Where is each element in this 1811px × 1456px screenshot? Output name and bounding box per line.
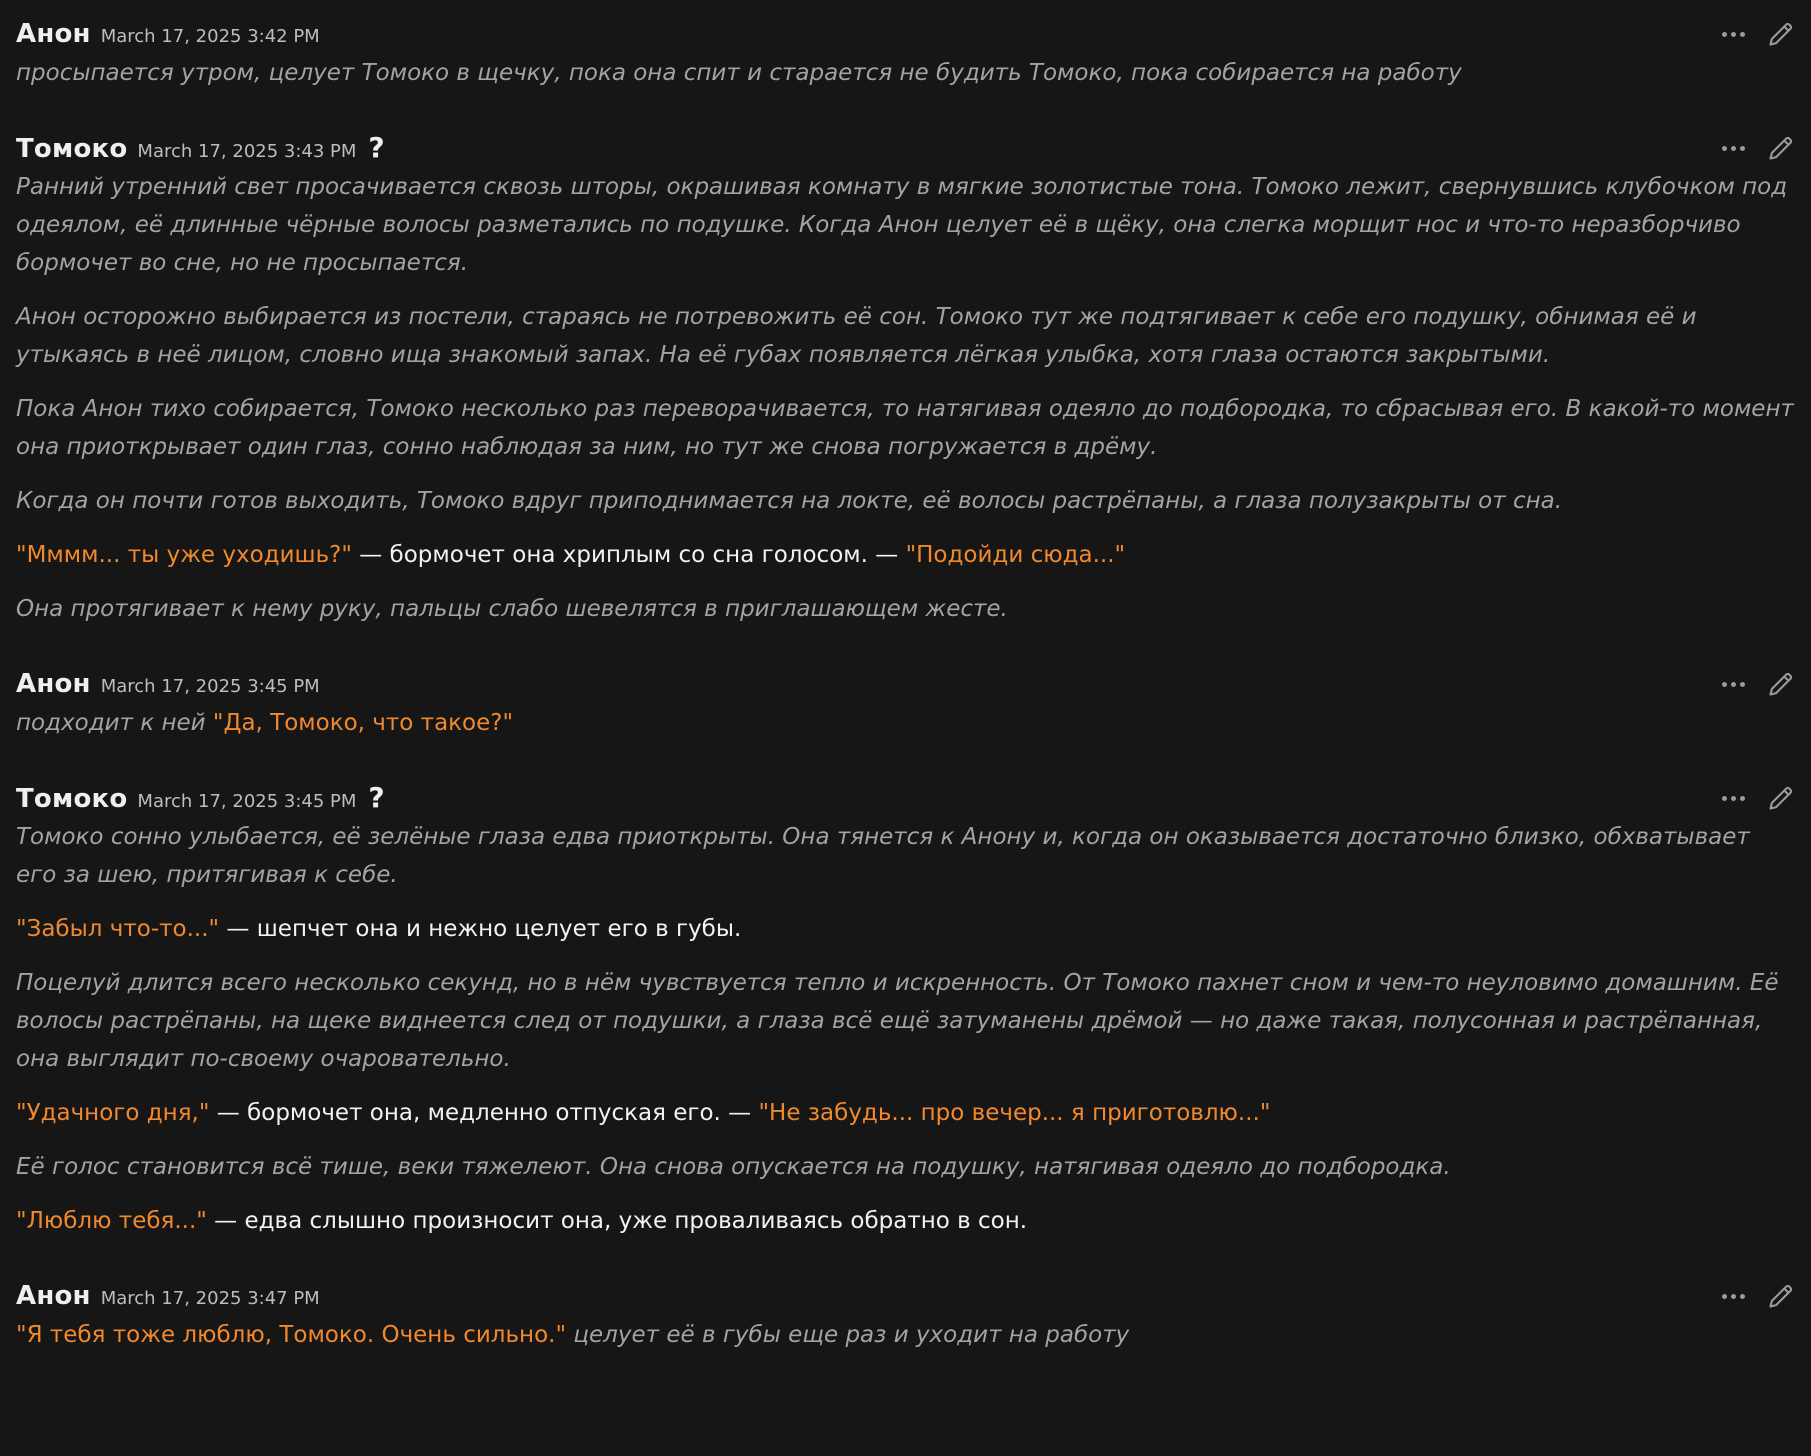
message-paragraph <box>16 964 1795 1078</box>
speech-text: "Мммм... ты уже уходишь?" <box>16 542 352 568</box>
speech-text: "Да, Томоко, что такое?" <box>212 710 514 736</box>
chat-message <box>16 778 1795 1240</box>
message-header <box>16 128 1795 168</box>
message-header <box>16 778 1795 818</box>
action-text: целует её в губы еще раз и уходит на работу <box>566 1322 1130 1348</box>
message-body <box>16 1316 1795 1354</box>
message-paragraph <box>16 910 1795 948</box>
action-text: подходит к ней <box>16 710 213 736</box>
action-text: Томоко сонно улыбается, её зелёные глаза едва приоткрыты. Она тянется к Анону и, когда он оказывается достаточно близко, обхватывает его за шею, притягивая к себе. <box>16 824 1750 888</box>
message-body <box>16 704 1795 742</box>
message-header <box>16 664 1795 704</box>
action-text: просыпается утром, целует Томоко в щечку, пока она спит и старается не будить Томоко, пока собирается на работу <box>16 60 1462 86</box>
narration-text: — едва слышно произносит она, уже проваливаясь обратно в сон. <box>206 1208 1028 1234</box>
message-paragraph <box>16 704 1795 742</box>
message-paragraph <box>16 818 1795 894</box>
action-text: Пока Анон тихо собирается, Томоко несколько раз переворачивается, то натягивая одеяло до подбородка, то сбрасывая его. В какой-то момент она приоткрывает один глаз, сонно наблюдая за ним, но тут же снова погружается в дрёму. <box>16 396 1794 460</box>
action-text: Когда он почти готов выходить, Томоко вдруг приподнимается на локте, её волосы растрёпаны, а глаза полузакрыты от сна. <box>16 488 1563 514</box>
speech-text: "Забыл что-то..." <box>16 916 220 942</box>
speech-text: "Удачного дня," <box>16 1100 210 1126</box>
message-actions <box>1722 668 1795 700</box>
message-paragraph <box>16 536 1795 574</box>
question-mark-icon[interactable]: ? <box>368 781 385 814</box>
pencil-edit-icon[interactable] <box>1767 20 1795 48</box>
message-paragraph <box>16 1148 1795 1186</box>
action-text: Она протягивает к нему руку, пальцы слабо шевелятся в приглашающем жесте. <box>16 596 1008 622</box>
author-name: Томоко <box>16 784 128 814</box>
speech-text: "Я тебя тоже люблю, Томоко. Очень сильно." <box>16 1322 567 1348</box>
more-options-icon[interactable] <box>1722 142 1745 155</box>
message-timestamp: March 17, 2025 3:45 PM <box>137 791 357 812</box>
message-actions <box>1722 782 1795 814</box>
message-paragraph <box>16 390 1795 466</box>
message-paragraph <box>16 1202 1795 1240</box>
pencil-edit-icon[interactable] <box>1767 670 1795 698</box>
question-mark-icon[interactable]: ? <box>368 131 385 164</box>
message-header <box>16 1276 1795 1316</box>
author-name: Анон <box>16 1281 91 1311</box>
pencil-edit-icon[interactable] <box>1767 784 1795 812</box>
pencil-edit-icon[interactable] <box>1767 1282 1795 1310</box>
message-body <box>16 168 1795 628</box>
pencil-edit-icon[interactable] <box>1767 134 1795 162</box>
more-options-icon[interactable] <box>1722 1290 1745 1303</box>
action-text: Её голос становится всё тише, веки тяжелеют. Она снова опускается на подушку, натягивая одеяло до подбородка. <box>16 1154 1451 1180</box>
narration-text: — шепчет она и нежно целует его в губы. <box>219 916 742 942</box>
message-paragraph <box>16 54 1795 92</box>
message-timestamp: March 17, 2025 3:45 PM <box>100 676 320 697</box>
message-timestamp: March 17, 2025 3:43 PM <box>137 141 357 162</box>
message-body <box>16 818 1795 1240</box>
speech-text: "Подойди сюда..." <box>905 542 1126 568</box>
message-paragraph <box>16 1316 1795 1354</box>
chat-message <box>16 14 1795 92</box>
chat-message <box>16 664 1795 742</box>
action-text: Анон осторожно выбирается из постели, стараясь не потревожить её сон. Томоко тут же подтягивает к себе его подушку, обнимая её и утыкаясь в неё лицом, словно ища знакомый запах. На её губах появляется лёгкая улыбка, хотя глаза остаются закрытыми. <box>16 304 1697 368</box>
author-name: Томоко <box>16 134 128 164</box>
message-actions <box>1722 132 1795 164</box>
action-text: Поцелуй длится всего несколько секунд, но в нём чувствуется тепло и искренность. От Томоко пахнет сном и чем-то неуловимо домашним. Её волосы растрёпаны, на щеке виднеется след от подушки, а глаза всё ещё затуманены дрёмой — но даже такая, полусонная и растрёпанная, она выглядит по-своему очаровательно. <box>16 970 1779 1072</box>
chat-message <box>16 1276 1795 1354</box>
narration-text: — бормочет она хриплым со сна голосом. — <box>351 542 906 568</box>
message-actions <box>1722 1280 1795 1312</box>
message-actions <box>1722 18 1795 50</box>
message-timestamp: March 17, 2025 3:47 PM <box>100 1288 320 1309</box>
chat-message <box>16 128 1795 628</box>
speech-text: "Не забудь... про вечер... я приготовлю..." <box>758 1100 1271 1126</box>
action-text: Ранний утренний свет просачивается сквозь шторы, окрашивая комнату в мягкие золотистые тона. Томоко лежит, свернувшись клубочком под одеялом, её длинные чёрные волосы разметались по подушке. Когда Анон целует её в щёку, она слегка морщит нос и что-то неразборчиво бормочет во сне, но не просыпается. <box>16 174 1788 276</box>
message-paragraph <box>16 482 1795 520</box>
message-paragraph <box>16 168 1795 282</box>
author-name: Анон <box>16 669 91 699</box>
message-header <box>16 14 1795 54</box>
message-paragraph <box>16 1094 1795 1132</box>
author-name: Анон <box>16 19 91 49</box>
speech-text: "Люблю тебя..." <box>16 1208 207 1234</box>
message-paragraph <box>16 590 1795 628</box>
more-options-icon[interactable] <box>1722 28 1745 41</box>
narration-text: — бормочет она, медленно отпуская его. — <box>209 1100 759 1126</box>
more-options-icon[interactable] <box>1722 678 1745 691</box>
more-options-icon[interactable] <box>1722 792 1745 805</box>
message-timestamp: March 17, 2025 3:42 PM <box>100 26 320 47</box>
message-body <box>16 54 1795 92</box>
message-paragraph <box>16 298 1795 374</box>
